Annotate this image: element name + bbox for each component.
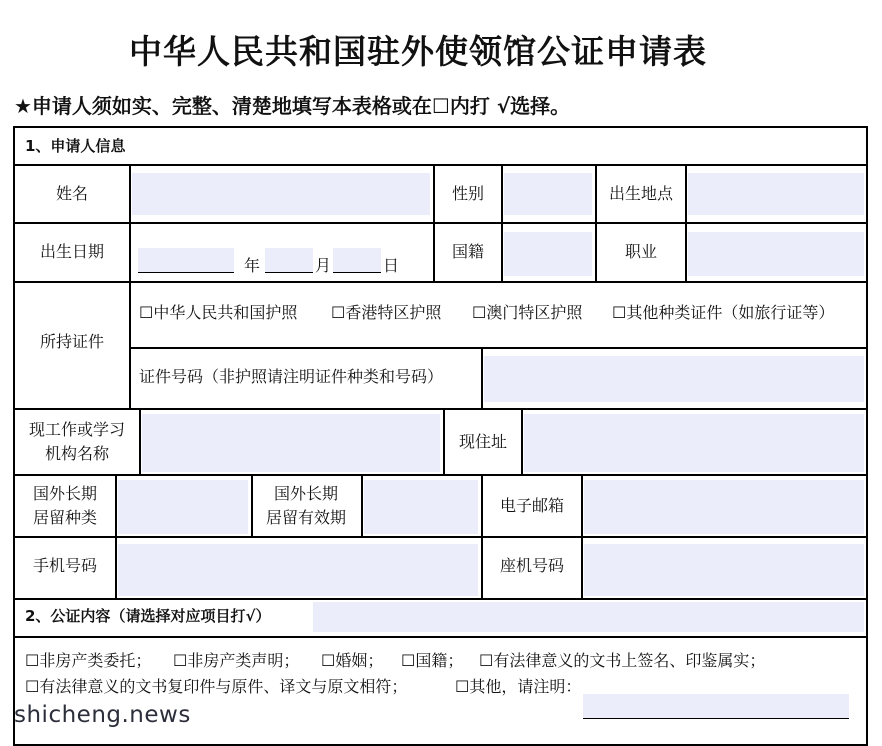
nationality-input[interactable] — [504, 232, 592, 276]
id-option-macau-passport[interactable]: ☐澳门特区护照 — [472, 303, 583, 322]
date-month-label: 月 — [314, 256, 331, 275]
residence-validity-label: 国外长期 居留有效期 — [265, 484, 346, 527]
occupation-input[interactable] — [688, 232, 864, 276]
gender-label: 性别 — [451, 184, 484, 203]
id-option-prc-passport[interactable]: ☐中华人民共和国护照 — [139, 303, 298, 322]
notary-option-other[interactable]: ☐其他，请注明： — [455, 677, 582, 696]
mobile-input[interactable] — [118, 544, 478, 596]
id-option-other[interactable]: ☐其他种类证件（如旅行证等） — [612, 303, 835, 322]
birth-year-input[interactable] — [138, 272, 234, 273]
occupation-label: 职业 — [624, 242, 657, 261]
id-option-hk-passport[interactable]: ☐香港特区护照 — [331, 303, 442, 322]
notary-option-nationality[interactable]: ☐国籍； — [401, 651, 464, 670]
name-label: 姓名 — [55, 184, 88, 203]
date-year-label: 年 — [243, 256, 260, 275]
residence-type-label: 国外长期 居留种类 — [32, 484, 97, 527]
birthplace-label: 出生地点 — [608, 184, 673, 203]
workplace-input[interactable] — [142, 414, 440, 472]
notary-option-signature-seal[interactable]: ☐有法律意义的文书上签名、印鉴属实； — [479, 651, 766, 670]
form-title: 中华人民共和国驻外使领馆公证申请表 — [129, 32, 707, 71]
email-label: 电子邮箱 — [499, 496, 564, 515]
notary-option-non-property-declare[interactable]: ☐非房产类声明； — [173, 651, 300, 670]
gender-input[interactable] — [504, 173, 592, 215]
landline-input[interactable] — [584, 544, 864, 596]
residence-validity-input[interactable] — [364, 480, 478, 534]
form-instruction: ★申请人须如实、完整、清楚地填写本表格或在☐内打 √选择。 — [14, 94, 571, 118]
id-number-label: 证件号码（非护照请注明证件种类和号码） — [139, 367, 444, 386]
notary-option-marriage[interactable]: ☐婚姻； — [321, 651, 384, 670]
notary-option-non-property-entrust[interactable]: ☐非房产类委托； — [25, 651, 152, 670]
birth-day-input[interactable] — [333, 272, 381, 273]
watermark: shicheng.news — [14, 702, 191, 728]
address-input[interactable] — [524, 414, 864, 472]
notary-other-input[interactable] — [583, 718, 849, 719]
birthdate-label: 出生日期 — [39, 242, 104, 261]
email-input[interactable] — [584, 480, 864, 534]
birthplace-input[interactable] — [688, 173, 864, 215]
landline-label: 座机号码 — [499, 556, 564, 575]
date-day-label: 日 — [382, 256, 399, 275]
id-number-input[interactable] — [484, 356, 864, 402]
section-1-heading: 1、申请人信息 — [25, 137, 126, 155]
workplace-label: 现工作或学习 机构名称 — [28, 420, 125, 463]
notary-option-copy-translation[interactable]: ☐有法律意义的文书复印件与原件、译文与原文相符； — [25, 677, 408, 696]
address-label: 现住址 — [458, 432, 507, 451]
mobile-label: 手机号码 — [32, 556, 97, 575]
nationality-label: 国籍 — [451, 242, 484, 261]
id-document-label: 所持证件 — [39, 332, 104, 351]
name-input[interactable] — [132, 173, 430, 215]
section-2-heading: 2、公证内容（请选择对应项目打√） — [25, 607, 271, 625]
birth-month-input[interactable] — [265, 272, 313, 273]
residence-type-input[interactable] — [118, 480, 248, 534]
application-form — [13, 126, 868, 746]
